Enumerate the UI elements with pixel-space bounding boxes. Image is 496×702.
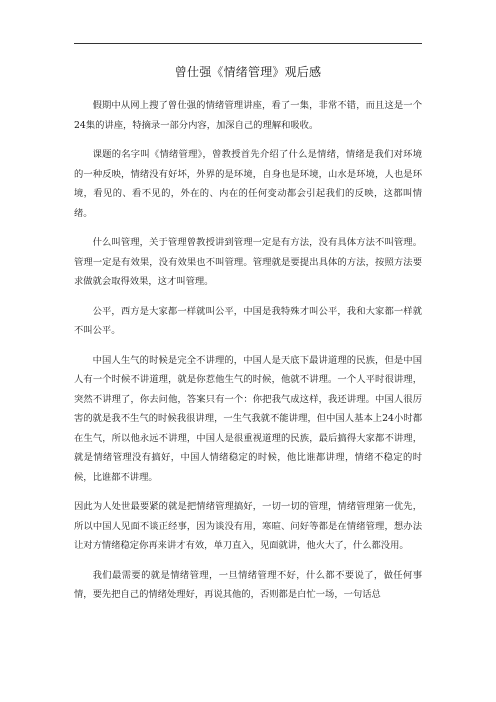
- paragraph: 什么叫管理，关于管理曾教授讲到管理一定是有方法，没有具体方法不叫管理。管理一定是有效果，没有效果也不叫管理。管理就是要提出具体的方法，按照方法要求做就会取得效果，这才叫管理。: [74, 237, 422, 287]
- paragraph: 公平，西方是大家都一样就叫公平，中国是我特殊才叫公平，我和大家都一样就不叫公平。: [74, 305, 422, 336]
- paragraph: 中国人生气的时候是完全不讲理的，中国人是天底下最讲道理的民族，但是中国人有一个时候不讲道理，就是你惹他生气的时候，他就不讲理。一个人平时很讲理，突然不讲理了，你去问他，答案只有一个：你把我气成这样，我还讲理。中国人很厉害的就是我不生气的时候我很讲理，一生气我就不能讲理，但中国人基本上24小时都在生气，所以他永远不讲理，中国人是很重视道理的民族，最后搞得大家都不讲理，就是情绪管理没有搞好，中国人情绪稳定的时候，他比谁都讲理，情绪不稳定的时候，比谁都不讲理。: [74, 354, 422, 483]
- paragraph: 假期中从网上搜了曾仕强的情绪管理讲座，看了一集，非常不错，而且这是一个24集的讲座，特摘录一部分内容，加深自己的理解和吸收。: [74, 100, 422, 131]
- document-body: [74, 96, 422, 615]
- paragraph: 我们最需要的就是情绪管理，一旦情绪管理不好，什么都不要说了，做任何事情，要先把自己的情绪处理好，再说其他的，否则都是白忙一场，一句话总: [74, 569, 422, 600]
- header-rule: [74, 43, 422, 44]
- paragraph: 因此为人处世最要紧的就是把情绪管理搞好，一切一切的管理，情绪管理第一优先，所以中国人见面不谈正经事，因为谈没有用，寒暄、问好等都是在情绪管理，想办法让对方情绪稳定你再来讲才有效，单刀直入，见面就讲，他火大了，什么都没用。: [74, 501, 422, 551]
- paragraph: 课题的名字叫《情绪管理》，曾教授首先介绍了什么是情绪，情绪是我们对环境的一种反映，情绪没有好坏，外界的是环境，自身也是环境，山水是环境，人也是环境，看见的、看不见的，外在的、内在的任何变动都会引起我们的反映，这都叫情绪。: [74, 149, 422, 219]
- document-title: 曾仕强《情绪管理》观后感: [174, 65, 322, 79]
